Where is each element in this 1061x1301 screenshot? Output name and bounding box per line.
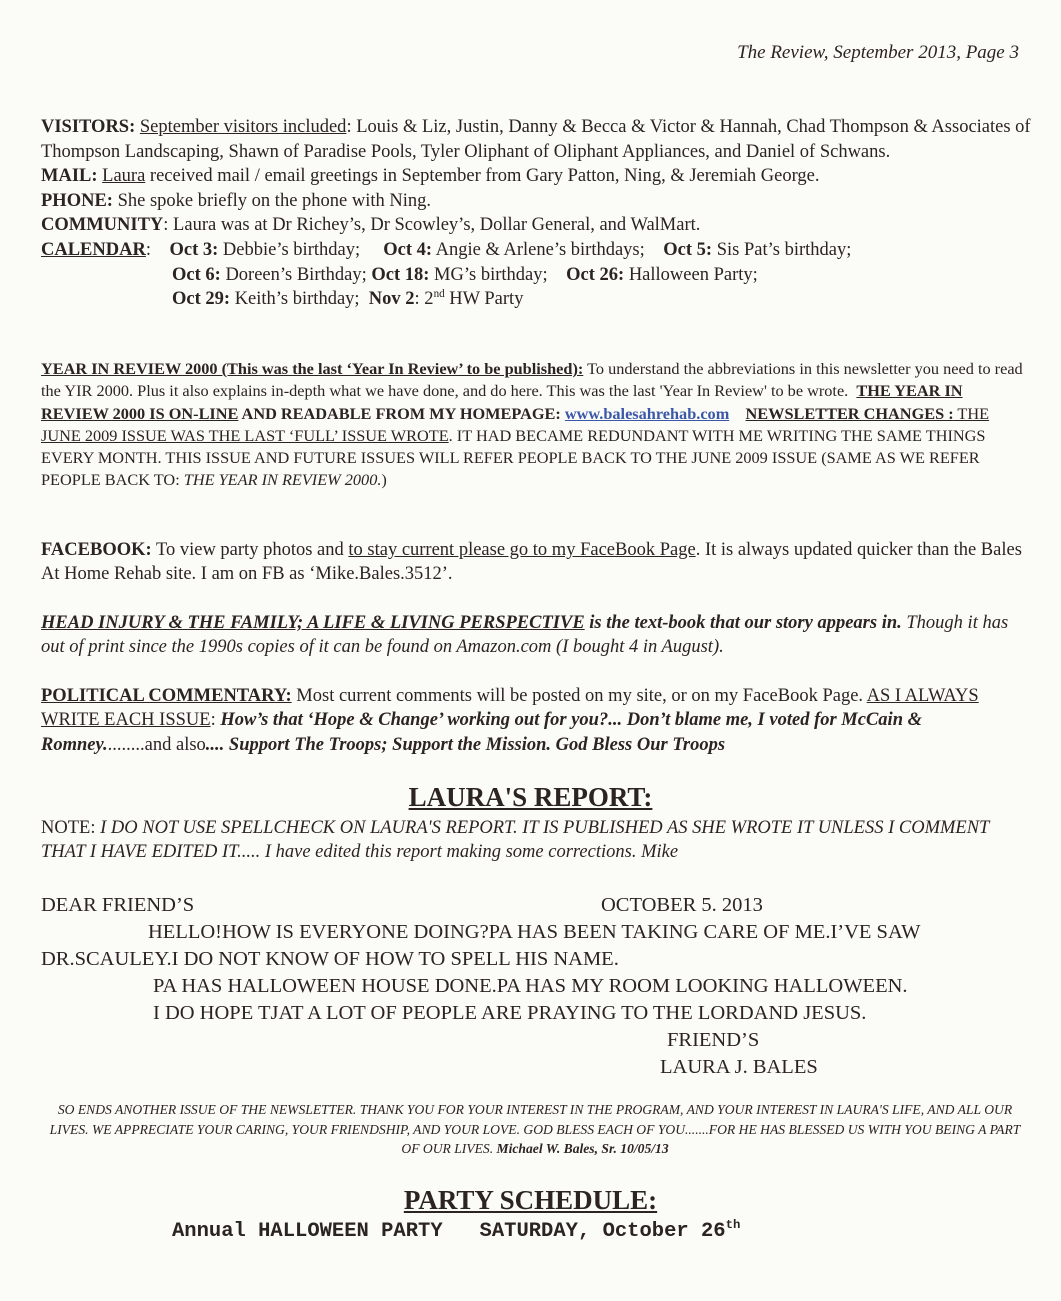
political-underlined: AS I ALWAYS WRITE EACH ISSUE xyxy=(41,686,979,731)
community-label: COMMUNITY xyxy=(41,215,164,236)
cal-oct4-date: Oct 4: xyxy=(383,239,433,260)
calendar-line-2 xyxy=(41,263,1031,288)
facebook-section xyxy=(41,538,1031,587)
visitors-label: VISITORS: xyxy=(41,117,136,137)
visitors-lead: September visitors included xyxy=(139,117,347,137)
newsletter-changes-end: ) xyxy=(381,470,387,490)
mail-name: Laura xyxy=(102,166,146,187)
phone-paragraph xyxy=(41,189,1031,214)
cal-oct26-date: Oct 26: xyxy=(566,264,625,285)
cal-oct4-text: Angie & Arlene’s birthdays; xyxy=(432,239,645,260)
community-paragraph xyxy=(41,213,1031,238)
calendar-line-3 xyxy=(41,287,1031,312)
cal-oct29-text: Keith’s birthday; xyxy=(230,289,360,310)
phone-label: PHONE: xyxy=(41,190,113,211)
calendar-colon: : xyxy=(145,239,151,260)
newsletter-changes-italic: THE YEAR IN REVIEW 2000. xyxy=(183,470,382,490)
mail-label: MAIL: xyxy=(41,166,98,187)
letter-closing: FRIEND’S xyxy=(667,1029,760,1051)
closing-text: SO ENDS ANOTHER ISSUE OF THE NEWSLETTER. THANK YOU FOR YOUR INTEREST IN THE PROGRAM, AND YOUR INTEREST IN LAURA'S LIFE, AND ALL OUR LIVES. WE APPRECIATE YOUR CARING, YOUR FRIENDSHIP, AND YOUR LOVE. GOD BLESS EACH OF YOU.......FOR HE HAS BLESSED US WITH YOU BEING A PART OF OUR LIVES. xyxy=(49,1102,1021,1156)
cal-oct18-date: Oct 18: xyxy=(371,264,430,285)
cal-oct29-date: Oct 29: xyxy=(172,289,231,310)
cal-oct6-text: Doreen’s Birthday; xyxy=(220,264,367,285)
mail-text: received mail / email greetings in September from Gary Patton, Ning, & Jeremiah George. xyxy=(145,166,820,187)
book-title: HEAD INJURY & THE FAMILY; A LIFE & LIVING PERSPECTIVE xyxy=(41,613,585,633)
yir-online-rest: AND READABLE FROM MY HOMEPAGE: xyxy=(238,403,561,423)
note-text: I DO NOT USE SPELLCHECK ON LAURA'S REPORT. IT IS PUBLISHED AS SHE WROTE IT UNLESS I COMMENT THAT I HAVE EDITED IT..... I have edited this report making some corrections. Mike xyxy=(41,818,990,863)
letter-salutation: DEAR FRIEND’S xyxy=(41,894,195,916)
cal-nov2-text: : 2 xyxy=(414,289,434,310)
info-block xyxy=(41,115,1031,312)
letter-line-4: I DO HOPE TJAT A LOT OF PEOPLE ARE PRAYING TO THE LORDAND JESUS. xyxy=(153,1002,867,1024)
political-colon: : xyxy=(210,710,221,731)
yir-text: To understand the abbreviations in this newsletter you need to read the YIR 2000. Plus it also explains in-depth what we have done, and do here. This was the last 'Year In Review' to be wrote. xyxy=(41,359,1023,401)
political-quote-1: How’s that ‘Hope & Change’ working out for you?... Don’t blame me, I voted for McCain & Romney. xyxy=(41,710,922,755)
yir-online: THE YEAR IN REVIEW 2000 IS ON-LINE xyxy=(41,381,963,423)
yir-title: YEAR IN REVIEW 2000 (This was the last ‘Year In Review’ to be published): xyxy=(41,359,584,378)
letter-line-2: DR.SCAULEY.I DO NOT KNOW OF HOW TO SPELL HIS NAME. xyxy=(41,948,619,970)
party-line-text: Annual HALLOWEEN PARTY SATURDAY, October 26 xyxy=(172,1220,726,1243)
newsletter-changes-label: NEWSLETTER CHANGES : xyxy=(745,403,954,423)
political-quote-2: .... Support The Troops; Support the Mission. God Bless Our Troops xyxy=(205,734,726,755)
political-section xyxy=(41,684,1031,757)
note-label: NOTE: xyxy=(41,818,101,838)
head-injury-section xyxy=(41,611,1031,660)
visitors-paragraph xyxy=(41,115,1031,164)
closing-signature: Michael W. Bales, Sr. 10/05/13 xyxy=(496,1141,669,1156)
community-text: : Laura was at Dr Richey’s, Dr Scowley’s, Dollar General, and WalMart. xyxy=(163,215,701,236)
book-italic-text: Though it has out of print since the 1990s copies of it can be found on Amazon.com (I bought 4 in August). xyxy=(41,613,1009,658)
letter-date: OCTOBER 5. 2013 xyxy=(601,894,763,916)
cal-nov2-rest: HW Party xyxy=(444,289,524,310)
calendar-line-1 xyxy=(41,238,1031,263)
book-bold-rest: is the text-book that our story appears in. xyxy=(584,613,902,633)
page-header: The Review, September 2013, Page 3 xyxy=(737,42,1019,63)
party-schedule-line xyxy=(172,1220,740,1243)
letter-line-1: HELLO!HOW IS EVERYONE DOING?PA HAS BEEN TAKING CARE OF ME.I’VE SAW xyxy=(148,921,921,943)
laura-report-heading: LAURA'S REPORT: xyxy=(408,782,653,812)
visitors-text: : Louis & Liz, Justin, Danny & Becca & Victor & Hannah, Chad Thompson & Associates of Thompson Landscaping, Shawn of Paradise Pools, Tyler Oliphant of Oliphant Appliances, and Daniel of Schwans. xyxy=(41,117,1031,162)
facebook-underlined: to stay current please go to my FaceBook Page xyxy=(348,540,696,560)
cal-oct3-text: Debbie’s birthday; xyxy=(218,239,361,260)
homepage-link[interactable]: www.balesahrehab.com xyxy=(564,403,730,423)
political-text-3: ........and also xyxy=(107,734,206,755)
laura-letter xyxy=(41,892,1041,1081)
party-schedule-heading: PARTY SCHEDULE: xyxy=(403,1185,658,1215)
newsletter-changes-text: . IT HAD BECAME REDUNDANT WITH ME WRITING THE SAME THINGS EVERY MONTH. THIS ISSUE AND FUTURE ISSUES WILL REFER PEOPLE BACK TO THE JUNE 2009 ISSUE (SAME AS WE REFER PEOPLE BACK TO: xyxy=(41,425,986,490)
facebook-text-2: . It is always updated quicker than the Bales At Home Rehab site. I am on FB as ‘Mike.Bales.3512’. xyxy=(41,540,1022,585)
cal-oct26-text: Halloween Party; xyxy=(624,264,758,285)
calendar-label: CALENDAR xyxy=(41,239,146,260)
cal-nov2-date: Nov 2 xyxy=(368,289,415,310)
phone-text: She spoke briefly on the phone with Ning. xyxy=(112,190,432,211)
cal-nov2-sup: nd xyxy=(433,288,445,300)
cal-oct3-date: Oct 3: xyxy=(169,239,219,260)
cal-oct5-date: Oct 5: xyxy=(663,239,713,260)
letter-line-3: PA HAS HALLOWEEN HOUSE DONE.PA HAS MY ROOM LOOKING HALLOWEEN. xyxy=(153,975,908,997)
mail-paragraph xyxy=(41,164,1031,189)
political-text-1: Most current comments will be posted on my site, or on my FaceBook Page. xyxy=(291,686,867,706)
newsletter-changes-underlined: THE JUNE 2009 ISSUE WAS THE LAST ‘FULL’ ISSUE WROTE xyxy=(41,403,990,445)
facebook-text-1: To view party photos and xyxy=(151,540,349,560)
facebook-label: FACEBOOK: xyxy=(41,540,152,560)
political-label: POLITICAL COMMENTARY: xyxy=(41,686,292,706)
cal-oct5-text: Sis Pat’s birthday; xyxy=(712,239,852,260)
letter-signature: LAURA J. BALES xyxy=(660,1056,818,1078)
laura-note xyxy=(41,816,1026,865)
cal-oct18-text: MG’s birthday; xyxy=(429,264,548,285)
year-in-review-section xyxy=(41,358,1031,492)
cal-oct6-date: Oct 6: xyxy=(172,264,221,285)
closing-paragraph xyxy=(40,1100,1030,1159)
party-line-sup: th xyxy=(725,1218,741,1233)
